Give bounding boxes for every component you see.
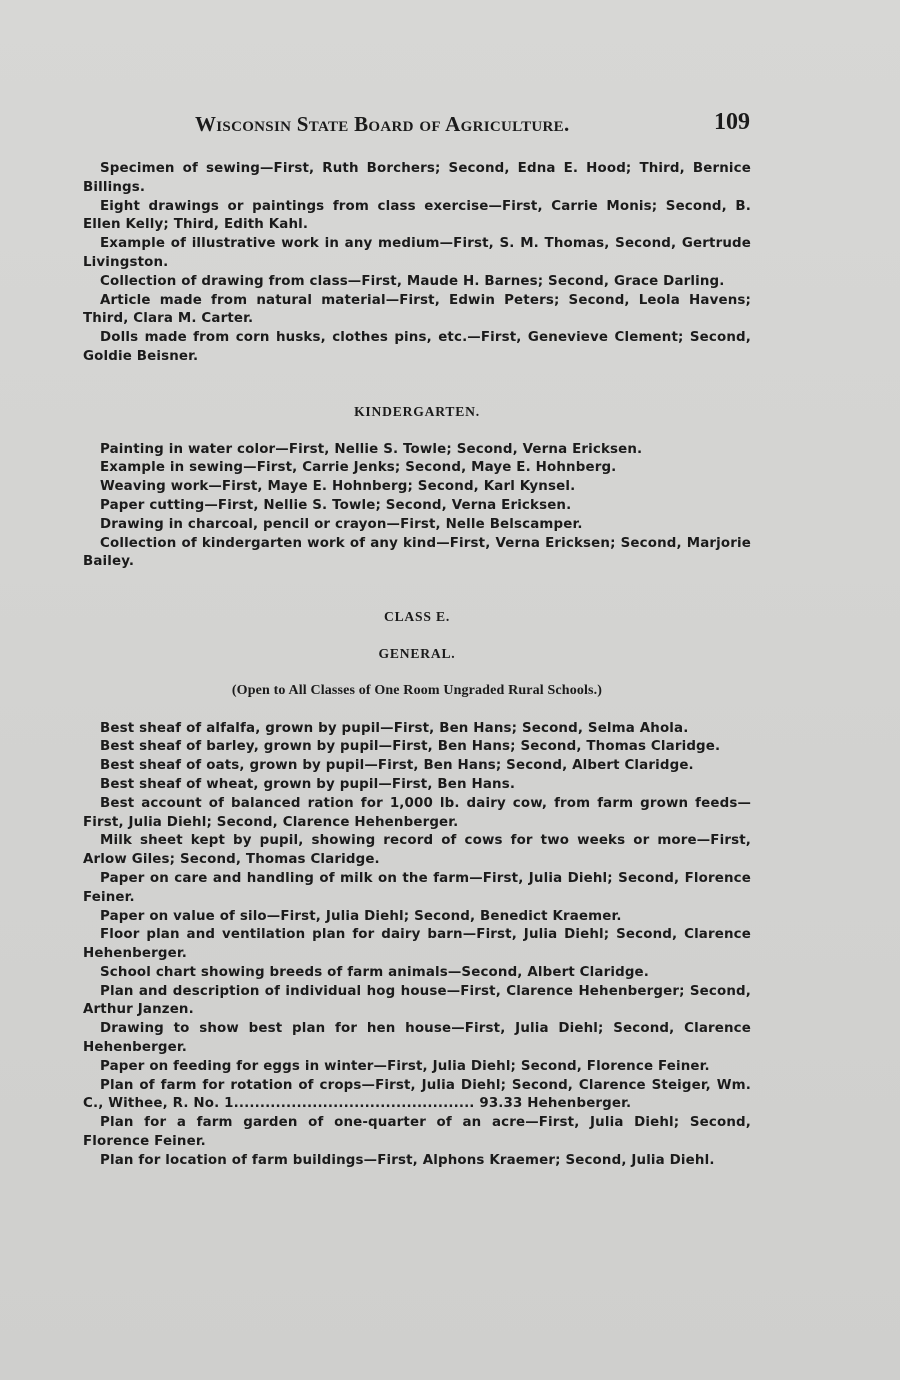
award-entry: Milk sheet kept by pupil, showing record of cows for two weeks or more—First, Arlow Giles; Second, Thomas Claridge. — [83, 833, 751, 868]
awards-list-continued — [83, 160, 751, 367]
award-entry: Example in sewing—First, Carrie Jenks; Second, Maye E. Hohnberg. — [100, 460, 617, 476]
award-entry: Eight drawings or paintings from class exercise—First, Carrie Monis; Second, B. Ellen Kelly; Third, Edith Kahl. — [83, 198, 751, 233]
running-title: Wisconsin State Board of Agriculture. — [195, 112, 570, 136]
award-entry: Best sheaf of barley, grown by pupil—First, Ben Hans; Second, Thomas Claridge. — [100, 739, 721, 755]
award-entry: Floor plan and ventilation plan for dairy barn—First, Julia Diehl; Second, Clarence Hehenberger. — [83, 927, 751, 962]
section-note: (Open to All Classes of One Room Ungraded Rural Schools.) — [231, 682, 603, 698]
award-entry: Plan and description of individual hog house—First, Clarence Hehenberger; Second, Arthur Janzen. — [83, 983, 751, 1018]
body-text — [83, 160, 751, 1171]
award-entry: Paper on care and handling of milk on the farm—First, Julia Diehl; Second, Florence Feiner. — [83, 870, 751, 905]
section-heading-kindergarten: KINDERGARTEN. — [354, 403, 480, 419]
award-entry: Weaving work—First, Maye E. Hohnberg; Second, Karl Kynsel. — [100, 479, 576, 495]
award-entry: Example of illustrative work in any medium—First, S. M. Thomas, Second, Gertrude Livingston. — [83, 236, 751, 270]
award-entry: Collection of drawing from class—First, Maude H. Barnes; Second, Grace Darling. — [100, 273, 725, 289]
award-entry: Plan for a farm garden of one-quarter of an acre—First, Julia Diehl; Second, Florence Feiner. — [83, 1115, 751, 1150]
award-entry: Best sheaf of wheat, grown by pupil—First, Ben Hans. — [100, 776, 516, 792]
kindergarten-awards — [83, 441, 751, 573]
award-entry: Paper on value of silo—First, Julia Diehl; Second, Benedict Kraemer. — [100, 908, 622, 924]
section-heading-class-e: CLASS E. — [383, 609, 451, 625]
award-entry: Paper cutting—First, Nellie S. Towle; Second, Verna Ericksen. — [100, 497, 572, 513]
award-entry: Specimen of sewing—First, Ruth Borchers; Second, Edna E. Hood; Third, Bernice Billings. — [83, 161, 751, 195]
section-subheading-general: GENERAL. — [378, 645, 456, 661]
award-entry: Plan for location of farm buildings—First, Alphons Kraemer; Second, Julia Diehl. — [100, 1152, 715, 1168]
award-entry: Plan of farm for rotation of crops—First, Julia Diehl; Second, Clarence Steiger, Wm. C., Withee, R. No. 1.............................................. 93.33 Hehenberger. — [83, 1077, 751, 1112]
award-entry: Paper on feeding for eggs in winter—First, Julia Diehl; Second, Florence Feiner. — [100, 1058, 710, 1074]
class-e-awards — [83, 720, 751, 1171]
running-header — [195, 109, 755, 142]
award-entry: Painting in water color—First, Nellie S. Towle; Second, Verna Ericksen. — [100, 441, 643, 457]
award-entry: Best account of balanced ration for 1,000 lb. dairy cow, from farm grown feeds—First, Julia Diehl; Second, Clarence Hehenberger. — [83, 795, 751, 830]
award-entry: Drawing in charcoal, pencil or crayon—First, Nelle Belscamper. — [100, 516, 583, 532]
award-entry: Best sheaf of alfalfa, grown by pupil—First, Ben Hans; Second, Selma Ahola. — [100, 720, 689, 736]
award-entry: Dolls made from corn husks, clothes pins, etc.—First, Genevieve Clement; Second, Goldie Beisner. — [83, 330, 751, 364]
award-entry: School chart showing breeds of farm animals—Second, Albert Claridge. — [100, 964, 650, 980]
award-entry: Article made from natural material—First, Edwin Peters; Second, Leola Havens; Third, Clara M. Carter. — [83, 292, 751, 327]
award-entry: Drawing to show best plan for hen house—First, Julia Diehl; Second, Clarence Hehenberger. — [83, 1021, 751, 1056]
award-entry: Best sheaf of oats, grown by pupil—First, Ben Hans; Second, Albert Claridge. — [100, 758, 694, 774]
award-entry: Collection of kindergarten work of any kind—First, Verna Ericksen; Second, Marjorie Bailey. — [83, 535, 751, 570]
page-number: 109 — [714, 109, 750, 135]
